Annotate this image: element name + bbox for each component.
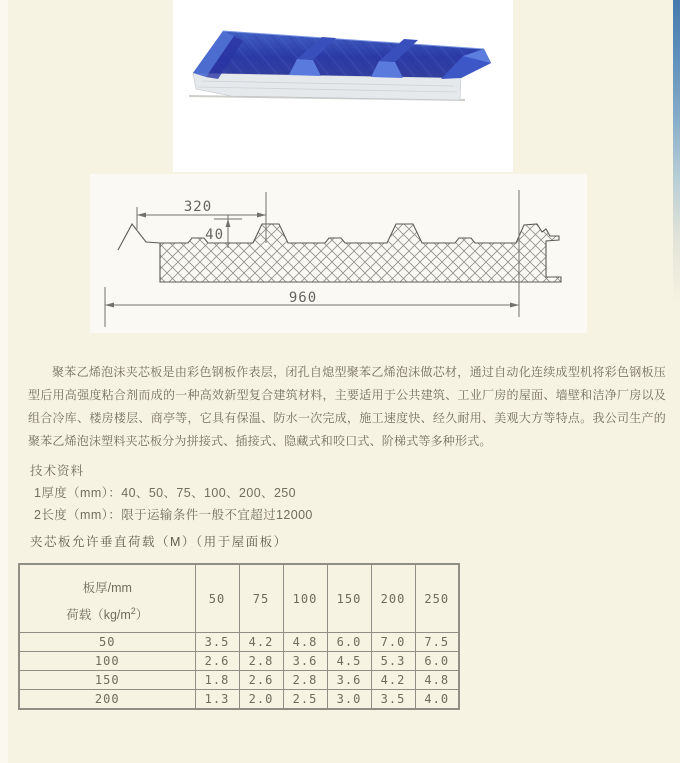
tech-item-thickness: 1厚度（mm）：40、50、75、100、200、250 [34,486,297,500]
right-accent-strip [673,0,680,305]
value-cell: 2.5 [283,690,327,710]
value-cell: 3.6 [327,671,371,690]
corner-cell [19,564,195,633]
intro-paragraph: 聚苯乙烯泡沫夹芯板是由彩色钢板作表层，闭孔自熄型聚苯乙烯泡沫做芯材，通过自动化连续成型机将彩色钢板压型后用高强度粘合剂而成的一种高效新型复合建筑材料，主要适用于公共建筑、工业厂房的屋面、墙壁和洁净厂房以及组合冷库、楼房楼层、商亭等，它具有保温、防水一次完成，施工速度快、经久耐用、美观大方等特点。我公司生产的聚苯乙烯泡沫塑料夹芯板分为拼接式、插接式、隐藏式和咬口式、阶梯式等多种形式。 [28,365,666,448]
sandwich-panel-photo [173,0,513,172]
row-label-cell: 50 [19,633,195,652]
value-cell: 2.6 [239,671,283,690]
corner-load-prefix: 荷载（kg/m [66,608,131,622]
value-cell: 3.5 [195,633,239,652]
product-photo-panel [173,0,513,172]
col-header-cell: 50 [195,564,239,633]
table-row [19,671,459,690]
value-cell: 3.0 [327,690,371,710]
table-header-row [19,564,459,633]
corner-thickness-label: 板厚/mm [82,581,132,595]
row-label-cell: 100 [19,652,195,671]
value-cell: 2.6 [195,652,239,671]
left-edge-highlight [0,0,8,763]
value-cell: 6.0 [327,633,371,652]
panel-cross-section-drawing [90,174,587,333]
value-cell: 2.8 [239,652,283,671]
value-cell: 5.3 [371,652,415,671]
col-header-cell: 250 [415,564,459,633]
row-label-cell: 200 [19,690,195,710]
value-cell: 7.5 [415,633,459,652]
col-header-cell: 100 [283,564,327,633]
col-header-cell: 200 [371,564,415,633]
value-cell: 1.8 [195,671,239,690]
dim-40-label: 40 [205,227,224,243]
col-header-cell: 75 [239,564,283,633]
load-table [18,563,460,710]
value-cell: 4.2 [239,633,283,652]
value-cell: 1.3 [195,690,239,710]
value-cell: 3.5 [371,690,415,710]
corner-load-suffix: ） [135,608,149,622]
steel-sheet-left-edge [118,224,160,250]
value-cell: 2.0 [239,690,283,710]
corner-load-label [20,605,195,623]
value-cell: 4.5 [327,652,371,671]
section-drawing-panel [90,174,587,333]
col-header-cell: 150 [327,564,371,633]
value-cell: 4.0 [415,690,459,710]
row-label-cell: 150 [19,671,195,690]
value-cell: 2.8 [283,671,327,690]
table-row [19,690,459,710]
dim-960-label: 960 [288,290,318,306]
dim-320-label: 320 [183,199,213,215]
value-cell: 4.2 [371,671,415,690]
value-cell: 3.6 [283,652,327,671]
corner-load-sup: 2 [130,605,136,616]
steel-top-surface [193,31,491,78]
tech-item-length: 2长度（mm）：限于运输条件一般不宜超过12000 [34,508,313,522]
value-cell: 4.8 [415,671,459,690]
table-row [19,652,459,671]
value-cell: 4.8 [283,633,327,652]
table-row [19,633,459,652]
load-table-caption: 夹芯板允许垂直荷载（M）（用于屋面板） [30,535,288,549]
value-cell: 7.0 [371,633,415,652]
value-cell: 6.0 [415,652,459,671]
corrugation-stripes [193,31,491,78]
tech-data-title: 技术资料 [30,464,85,478]
